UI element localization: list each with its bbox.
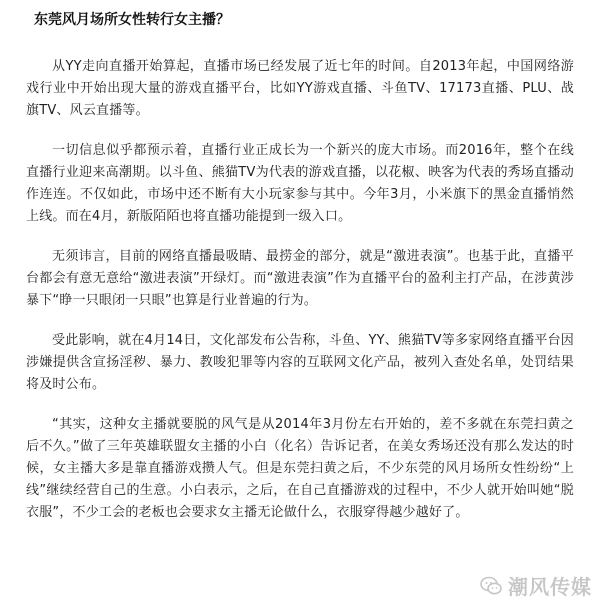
watermark xyxy=(480,571,592,600)
article-title: 东莞风月场所女性转行女主播？ xyxy=(34,12,230,28)
paragraph-4: 受此影响，就在4月14日，文化部发布公告称，斗鱼、YY、熊猫TV等多家网络直播平台因涉嫌提供含宣扬淫秽、暴力、教唆犯罪等内容的互联网文化产品，被列入查处名单，处罚结果将及时公布。 xyxy=(26,333,574,392)
watermark-text: 潮风传媒 xyxy=(508,575,592,599)
paragraph-3: 无须讳言，目前的网络直播最吸睛、最捞金的部分，就是“激进表演”。也基于此，直播平台都会有意无意给“激进表演”开绿灯。而“激进表演”作为直播平台的盈利主打产品，在涉黄涉暴下“睁一只眼闭一只眼”也算是行业普遍的行为。 xyxy=(26,249,574,308)
wechat-icon xyxy=(480,575,502,597)
paragraph-5: “其实，这种女主播就要脱的风气是从2014年3月份左右开始的，差不多就在东莞扫黄之后不久。”做了三年英雄联盟女主播的小白（化名）告诉记者，在美女秀场还没有那么发达的时候，女主播大多是靠直播游戏攒人气。但是东莞扫黄之后，不少东莞的风月场所女性纷纷“上线”继续经营自己的生意。小白表示，之后，在自己直播游戏的过程中，不少人就开始叫她“脱衣服”，不少工会的老板也会要求女主播无论做什么，衣服穿得越少越好了。 xyxy=(26,417,574,520)
paragraph-1: 从YY走向直播开始算起，直播市场已经发展了近七年的时间。自2013年起，中国网络游戏行业中开始出现大量的游戏直播平台，比如YY游戏直播、斗鱼TV、17173直播、PLU、战旗TV、风云直播等。 xyxy=(26,59,574,118)
paragraph-2: 一切信息似乎都预示着，直播行业正成长为一个新兴的庞大市场。而2016年，整个在线直播行业迎来高潮期。以斗鱼、熊猫TV为代表的游戏直播，以花椒、映客为代表的秀场直播动作连连。不仅如此，市场中还不断有大小玩家参与其中。今年3月，小米旗下的黑金直播悄然上线。而在4月，新版陌陌也将直播功能提到一级入口。 xyxy=(26,143,574,224)
